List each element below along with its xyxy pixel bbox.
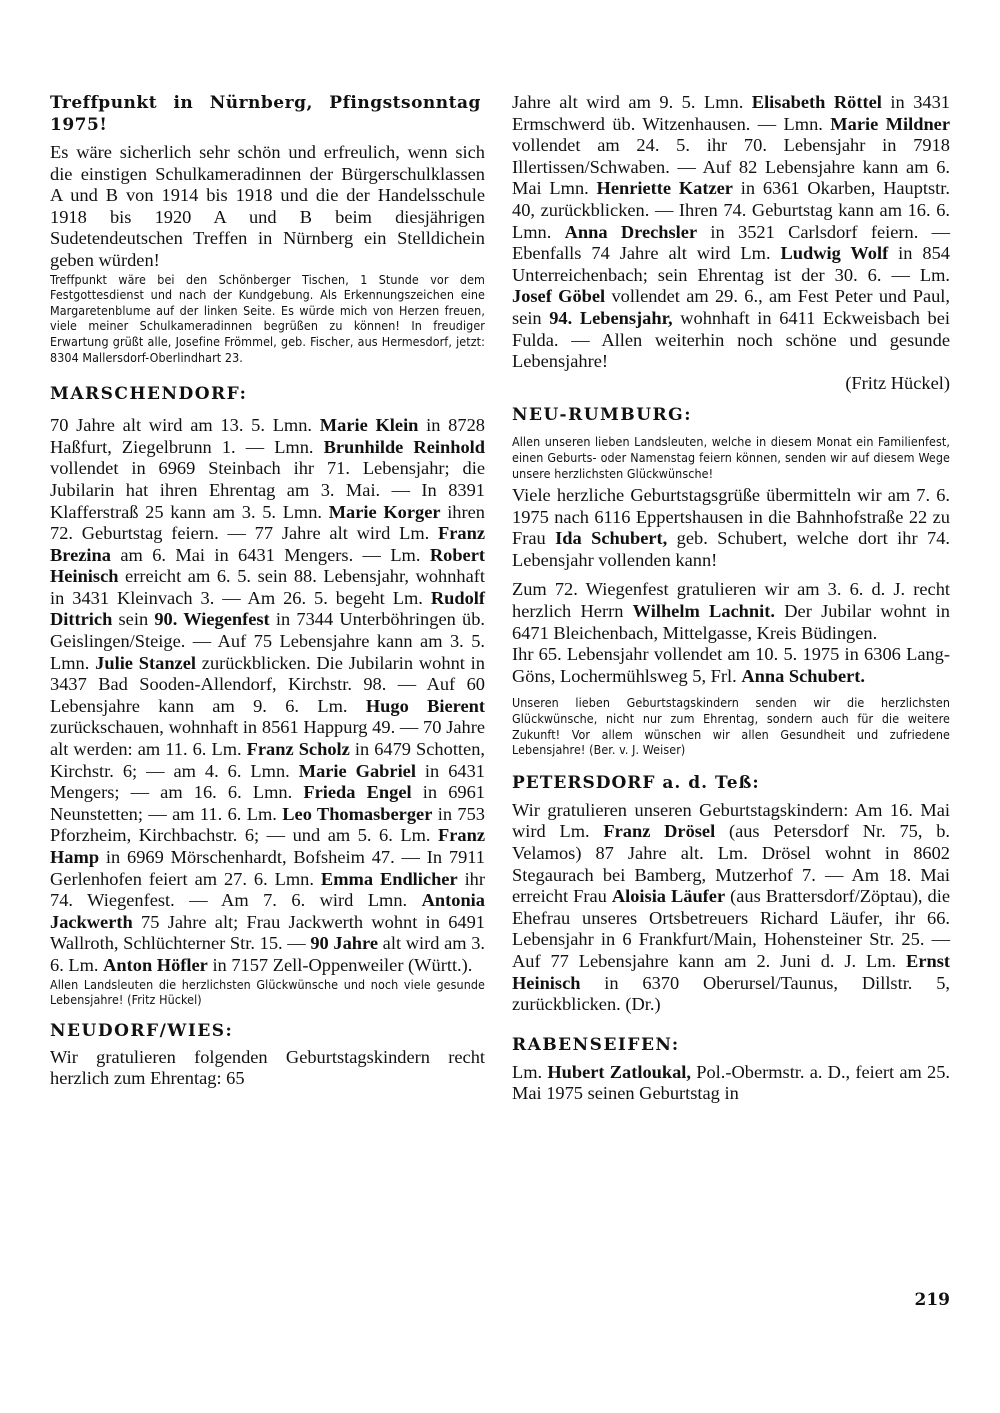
person-name: Robert Heinisch [50,544,485,587]
neudorf-continued: Jahre alt wird am 9. 5. Lmn. Elisabeth Röttel in 3431 Ermschwerd üb. Witzenhausen. — Lmn. Marie Mildner vollendet am 24. 5. ihr 70. Lebensjahr in 7918 Illertissen/Schwaben. — Auf 82 Lebensjahre kann am 6. Mai Lmn. Henriette Katzer in 6361 Okarben, Hauptstr. 40, zurückblicken. — Ihren 74. Geburtstag kann am 16. 6. Lmn. Anna Drechsler in 3521 Carlsdorf feiern. — Ebenfalls 74 Jahre alt wird Lm. Ludwig Wolf in 854 Unterreichenbach; sein Ehrentag ist der 30. 6. — Lm. Josef Göbel vollendet am 29. 6., am Fest Peter und Paul, sein 94. Lebensjahr, wohnhaft in 6411 Eckweisbach bei Fulda. — Allen weiterhin noch schöne und gesunde Lebensjahre! [512,92,951,372]
page-number: 219 [914,1290,950,1310]
person-name: Marie Korger [328,501,441,522]
left-column [50,92,485,1090]
person-name: Julie Stanzel [95,652,196,673]
neurumburg-heading: NEU-RUMBURG: [512,405,692,426]
neudorf-body: Wir gratulieren folgenden Geburtstagskindern recht herzlich zum Ehrentag: 65 [50,1046,485,1089]
treffpunkt-body: Es wäre sicherlich sehr schön und erfreulich, wenn sich die einstigen Schulkameradinnen der Bürgerschulklassen A und B von 1914 bis 1918 und die der Handelsschule 1918 bis 1920 A und B beim diesjährigen Sudetendeutschen Treffen in Nürnberg ein Stelldichein geben würden! [50,142,485,270]
person-name: Hubert Zatloukal, [547,1061,692,1082]
rabenseifen-heading: RABENSEIFEN: [512,1034,680,1055]
neurumburg-note-2: Unseren lieben Geburtstagskindern senden wir die herzlichsten Glückwünsche, nicht nur zum Ehrentag, sondern auch für die weitere Zukunft! Vor allem wünschen wir allen Gesundheit und zufriedene Lebensjahre! (Ber. v. J. Weiser) [512,695,950,758]
neurumburg-paragraph-3: Ihr 65. Lebensjahr vollendet am 10. 5. 1975 in 6306 Lang-Göns, Lochermühlsweg 5, Frl. Anna Schubert. [512,644,950,686]
person-name: Anton Höfler [103,954,208,975]
emphasis: 90 Jahre [310,933,379,954]
person-name: Hugo Bierent [365,695,486,716]
person-name: Ernst Heinisch [512,950,950,993]
emphasis: 90. Wiegenfest [154,609,270,630]
petersdorf-heading: PETERSDORF a. d. Teß: [512,772,760,793]
marschendorf-heading: MARSCHENDORF: [50,384,248,405]
person-name: Marie Gabriel [298,760,416,781]
person-name: Josef Göbel [512,286,606,307]
right-column [512,92,950,1105]
person-name: Frieda Engel [303,782,412,803]
neurumburg-note: Allen unseren lieben Landsleuten, welche in diesem Monat ein Familienfest, einen Geburts- oder Namenstag feiern können, senden wir auf diesem Wege unsere herzlichsten Glückwünsche! [512,434,950,481]
person-name: Franz Hamp [50,825,485,867]
neurumburg-paragraph-2: Zum 72. Wiegenfest gratulieren wir am 3. 6. d. J. recht herzlich Herrn Wilhelm Lachnit. Der Jubilar wohnt in 6471 Bleichenbach, Mittelgasse, Kreis Büdingen. [512,579,950,643]
marschendorf-body: 70 Jahre alt wird am 13. 5. Lmn. Marie Klein in 8728 Haßfurt, Ziegelbrunn 1. — Lmn. Brunhilde Reinhold vollendet in 6969 Steinbach ihr 71. Lebensjahr; die Jubilarin hat ihren Ehrentag am 3. Mai. — In 8391 Klafferstraß 25 kann am 3. 5. Lmn. Marie Korger ihren 72. Geburtstag feiern. — 77 Jahre alt wird Lm. Franz Brezina am 6. Mai in 6431 Mengers. — Lm. Robert Heinisch erreicht am 6. 5. sein 88. Lebensjahr, wohnhaft in 3431 Kleinvach 3. — Am 26. 5. begeht Lm. Rudolf Dittrich sein 90. Wiegenfest in 7344 Unterböhringen üb. Geislingen/Steige. — Auf 75 Lebensjahre kann am 3. 5. Lmn. Julie Stanzel zurückblicken. Die Jubilarin wohnt in 3437 Bad Sooden-Allendorf, Kirchstr. 98. — Auf 60 Lebensjahre kann am 9. 6. Lm. Hugo Bierent zurückschauen, wohnhaft in 8561 Happurg 49. — 70 Jahre alt werden: am 11. 6. Lm. Franz Scholz in 6479 Schotten, Kirchstr. 6; — am 4. 6. Lmn. Marie Gabriel in 6431 Mengers; — am 16. 6. Lmn. Frieda Engel in 6961 Neunstetten; — am 11. 6. Lm. Leo Thomasberger in 753 Pforzheim, Kirchbachstr. 6; — und am 5. 6. Lm. Franz Hamp in 6969 Mörschenhardt, Bofsheim 47. — In 7911 Gerlenhofen feiert am 27. 6. Lmn. Emma Endlicher ihr 74. Wiegenfest. — Am 7. 6. wird Lmn. Antonia Jackwerth 75 Jahre alt; Frau Jackwerth wohnt in 6491 Wallroth, Schlüchterner Str. 15. — 90 Jahre alt wird am 3. 6. Lm. Anton Höfler in 7157 Zell-Oppenweiler (Württ.). [50,415,486,975]
person-name: Anna Schubert. [741,665,866,686]
person-name: Aloisia Läufer [611,886,726,907]
person-name: Anna Drechsler [564,221,698,242]
neudorf-signature: (Fritz Hückel) [845,372,950,393]
person-name: Franz Scholz [246,739,350,760]
person-name: Emma Endlicher [320,868,458,889]
rabenseifen-body: Lm. Hubert Zatloukal, Pol.-Obermstr. a. D., feiert am 25. Mai 1975 seinen Geburtstag in [512,1061,951,1104]
person-name: Elisabeth Röttel [751,92,882,112]
person-name: Rudolf Dittrich [50,587,485,630]
person-name: Leo Thomasberger [282,803,433,824]
person-name: Wilhelm Lachnit. [632,601,775,622]
person-name: Ludwig Wolf [780,243,889,264]
treffpunkt-heading: Treffpunkt in Nürnberg, Pfingstsonntag 1975! [50,93,481,135]
neudorf-heading: NEUDORF/WIES: [50,1020,234,1041]
person-name: Marie Mildner [830,113,950,134]
person-name: Franz Drösel [603,821,716,842]
treffpunkt-note: Treffpunkt wäre bei den Schönberger Tischen, 1 Stunde vor dem Festgottesdienst und nach der Kundgebung. Als Erkennungszeichen eine Margaretenblume auf der linken Seite. Es würde mich von Herzen freuen, viele meiner Schulkameradinnen begrüßen zu können! In freudiger Erwartung grüßt alle, Josefine Frömmel, geb. Fischer, aus Hermesdorf, jetzt: 8304 Mallersdorf-Oberlindhart 23. [50,271,485,365]
person-name: Ida Schubert, [555,528,668,549]
person-name: Brunhilde Reinhold [323,436,485,457]
petersdorf-body: Wir gratulieren unseren Geburtstagskindern: Am 16. Mai wird Lm. Franz Drösel (aus Petersdorf Nr. 75, b. Velamos) 87 Jahre alt. Lm. Drösel wohnt in 8602 Stegaurach bei Bamberg, Mutzerhof 7. — Am 18. Mai erreicht Frau Aloisia Läufer (aus Brattersdorf/Zöptau), die Ehefrau unseres Ortsbetreuers Richard Läufer, ihr 66. Lebensjahr in 6 Frankfurt/Main, Hohensteiner Str. 25. — Auf 77 Lebensjahre kann am 2. Juni d. J. Lm. Ernst Heinisch in 6370 Oberursel/Taunus, Dillstr. 5, zurückblicken. (Dr.) [512,799,950,1015]
emphasis: 94. Lebensjahr, [549,307,673,328]
person-name: Antonia Jackwerth [50,890,485,932]
person-name: Henriette Katzer [596,178,733,199]
person-name: Marie Klein [319,415,419,436]
person-name: Franz Brezina [50,523,485,565]
marschendorf-note: Allen Landsleuten die herzlichsten Glückwünsche und noch viele gesunde Lebensjahre! (Fritz Hückel) [50,976,485,1008]
neurumburg-paragraph-1: Viele herzliche Geburtstagsgrüße übermitteln wir am 7. 6. 1975 nach 6116 Eppertshausen in die Bahnhofstraße 22 zu Frau Ida Schubert, geb. Schubert, welche dort ihr 74. Lebensjahr vollenden kann! [512,485,950,570]
